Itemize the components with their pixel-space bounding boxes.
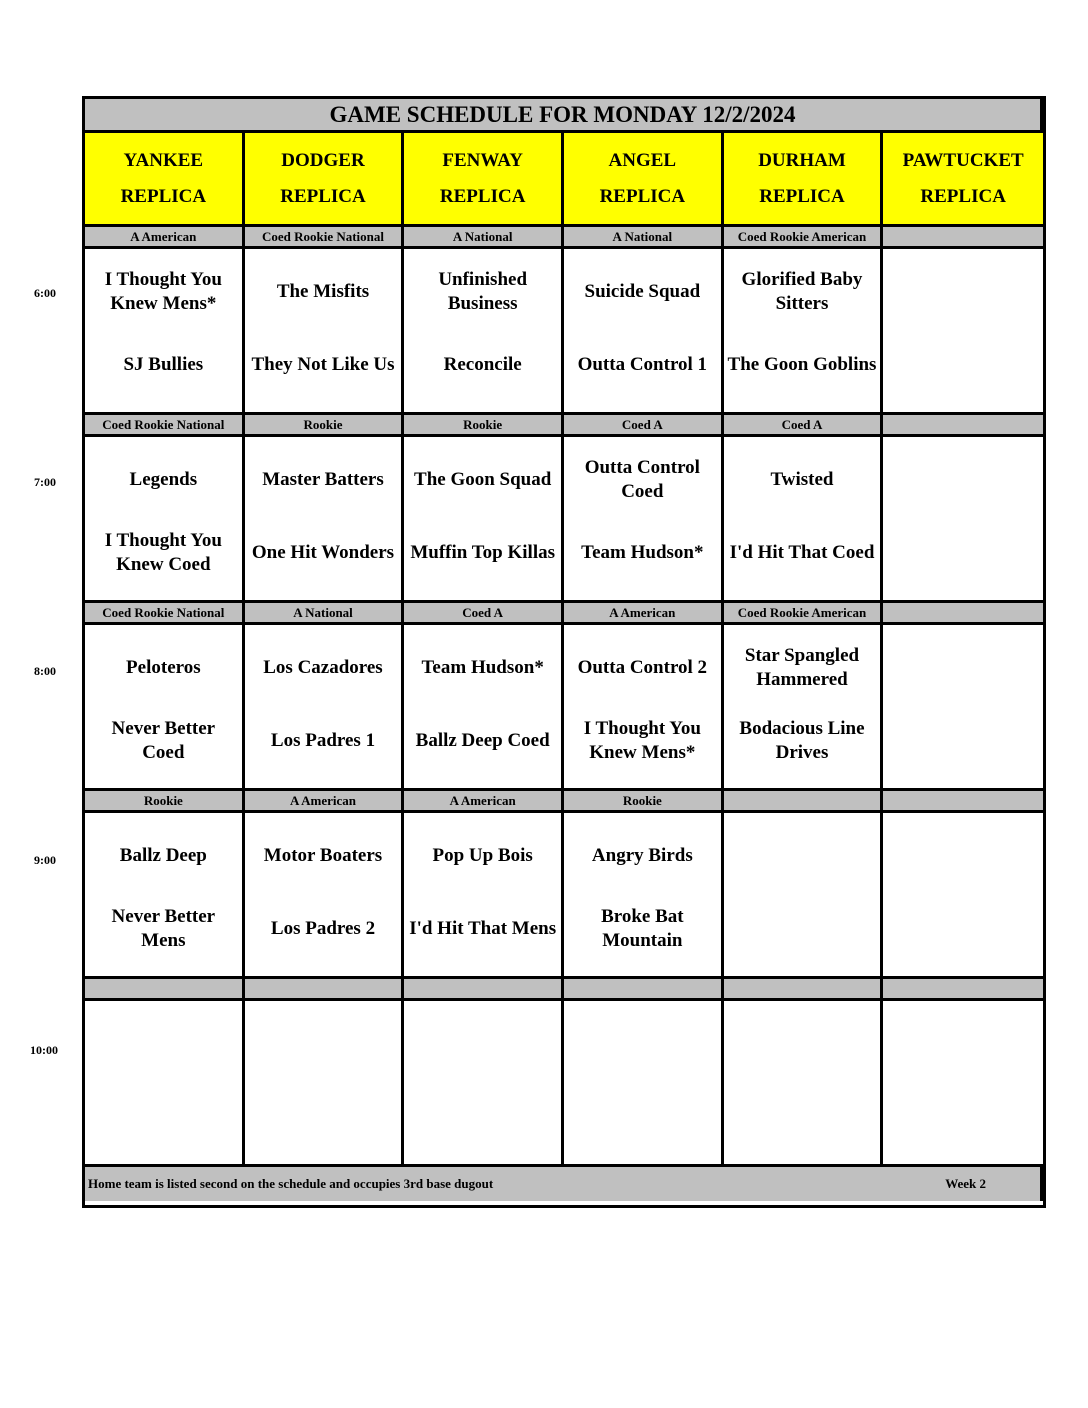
- away-team: Outta Control Coed: [584, 456, 700, 502]
- division-label: [404, 979, 564, 1001]
- field-name: ANGEL: [608, 149, 677, 171]
- week-label: Week 2: [945, 1176, 986, 1191]
- game-slot: [564, 249, 724, 415]
- division-label: Rookie: [85, 791, 245, 813]
- schedule-table: [82, 96, 1046, 1208]
- game-slot: [85, 249, 245, 415]
- home-team: Never Better Coed: [111, 718, 216, 764]
- home-team: Muffin Top Killas: [410, 542, 555, 564]
- game-slot: [245, 249, 405, 415]
- footer-bar: [85, 1167, 1043, 1201]
- division-label: Coed A: [564, 415, 724, 437]
- division-label: A National: [404, 227, 564, 249]
- home-team: One Hit Wonders: [251, 542, 395, 564]
- home-team: Ballz Deep Coed: [415, 730, 550, 752]
- field-name: PAWTUCKET: [902, 149, 1024, 171]
- game-slot: [883, 249, 1043, 415]
- home-team: Broke Bat Mountain: [601, 906, 684, 952]
- field-name: FENWAY: [442, 149, 523, 171]
- division-label: A American: [85, 227, 245, 249]
- division-label: A National: [245, 603, 405, 625]
- home-team: Reconcile: [443, 354, 522, 376]
- away-team: Angry Birds: [591, 844, 693, 866]
- time-label: 8:00: [34, 664, 56, 678]
- field-header-fenway: [404, 133, 564, 227]
- field-subtitle: REPLICA: [280, 185, 366, 207]
- division-label: [883, 979, 1043, 1001]
- game-slot: [883, 1001, 1043, 1167]
- field-subtitle: REPLICA: [120, 185, 207, 207]
- home-team: SJ Bullies: [123, 354, 204, 376]
- division-label: [724, 979, 884, 1001]
- field-header-yankee: [85, 133, 245, 227]
- game-slot: [724, 813, 884, 979]
- division-label: [724, 791, 884, 813]
- division-label: A American: [404, 791, 564, 813]
- division-label: Coed Rookie National: [85, 603, 245, 625]
- division-label: [883, 603, 1043, 625]
- away-team: The Misfits: [276, 280, 370, 302]
- game-slot: [564, 437, 724, 603]
- field-subtitle: REPLICA: [599, 185, 686, 207]
- game-slot: [404, 437, 564, 603]
- division-label: Coed Rookie American: [724, 227, 884, 249]
- game-slot: [404, 1001, 564, 1167]
- game-slot: [245, 1001, 405, 1167]
- away-team: Master Batters: [262, 468, 384, 490]
- game-slot: [245, 625, 405, 791]
- home-team: I Thought You Knew Coed: [104, 530, 222, 576]
- division-label: Rookie: [564, 791, 724, 813]
- home-team: I'd Hit That Mens: [409, 918, 557, 940]
- field-header-pawtucket: [883, 133, 1043, 227]
- division-label: Rookie: [245, 415, 405, 437]
- game-slot: [85, 1001, 245, 1167]
- field-name: YANKEE: [123, 149, 204, 171]
- time-label: 6:00: [34, 286, 56, 300]
- home-team: Team Hudson*: [581, 542, 704, 564]
- game-slot: [404, 249, 564, 415]
- schedule-title: GAME SCHEDULE FOR MONDAY 12/2/2024: [85, 99, 1043, 133]
- away-team: Team Hudson*: [421, 656, 544, 678]
- division-label: [883, 415, 1043, 437]
- division-label: Coed Rookie American: [724, 603, 884, 625]
- division-label: Coed Rookie National: [245, 227, 405, 249]
- footer-note: Home team is listed second on the schedule and occupies 3rd base dugout: [88, 1176, 494, 1191]
- home-team: Los Padres 2: [270, 918, 376, 940]
- time-label: 9:00: [34, 853, 56, 867]
- away-team: Motor Boaters: [263, 844, 383, 866]
- game-slot: [883, 437, 1043, 603]
- game-slot: [85, 437, 245, 603]
- game-slot: [564, 1001, 724, 1167]
- game-slot: [724, 249, 884, 415]
- away-team: Legends: [129, 468, 198, 490]
- game-slot: [85, 625, 245, 791]
- home-team: Los Padres 1: [270, 730, 376, 752]
- game-slot: [245, 437, 405, 603]
- time-label: 7:00: [34, 475, 56, 489]
- home-team: Outta Control 1: [577, 354, 708, 376]
- division-label: Coed Rookie National: [85, 415, 245, 437]
- game-slot: [724, 437, 884, 603]
- away-team: Twisted: [770, 468, 834, 490]
- away-team: The Goon Squad: [414, 468, 552, 490]
- home-team: The Goon Goblins: [727, 354, 877, 376]
- game-slot: [724, 1001, 884, 1167]
- away-team: Ballz Deep: [119, 844, 207, 866]
- field-subtitle: REPLICA: [920, 185, 1006, 207]
- away-team: Glorified Baby Sitters: [741, 268, 863, 314]
- division-label: Coed A: [404, 603, 564, 625]
- home-team: I Thought You Knew Mens*: [583, 718, 701, 764]
- division-label: A National: [564, 227, 724, 249]
- field-header-durham: [724, 133, 884, 227]
- away-team: Outta Control 2: [577, 656, 708, 678]
- division-label: [883, 791, 1043, 813]
- game-slot: [404, 813, 564, 979]
- away-team: Los Cazadores: [263, 656, 383, 678]
- division-label: Rookie: [404, 415, 564, 437]
- field-header-angel: [564, 133, 724, 227]
- division-label: A American: [245, 791, 405, 813]
- division-label: A American: [564, 603, 724, 625]
- away-team: Pop Up Bois: [432, 844, 533, 866]
- division-label: [245, 979, 405, 1001]
- away-team: Star Spangled Hammered: [744, 644, 860, 690]
- division-label: [85, 979, 245, 1001]
- game-slot: [564, 813, 724, 979]
- time-label: 10:00: [30, 1043, 58, 1057]
- game-slot: [564, 625, 724, 791]
- away-team: Suicide Squad: [584, 280, 701, 302]
- field-name: DODGER: [281, 149, 365, 171]
- field-subtitle: REPLICA: [439, 185, 526, 207]
- game-slot: [883, 813, 1043, 979]
- away-team: I Thought You Knew Mens*: [104, 268, 222, 314]
- home-team: Bodacious Line Drives: [739, 718, 865, 764]
- division-label: Coed A: [724, 415, 884, 437]
- home-team: They Not Like Us: [251, 354, 395, 376]
- game-slot: [245, 813, 405, 979]
- home-team: Never Better Mens: [111, 906, 216, 952]
- field-header-dodger: [245, 133, 405, 227]
- game-slot: [404, 625, 564, 791]
- game-slot: [883, 625, 1043, 791]
- division-label: [564, 979, 724, 1001]
- away-team: Unfinished Business: [438, 268, 528, 314]
- field-subtitle: REPLICA: [759, 185, 845, 207]
- field-name: DURHAM: [758, 149, 846, 171]
- game-slot: [724, 625, 884, 791]
- away-team: Peloteros: [126, 656, 201, 678]
- division-label: [883, 227, 1043, 249]
- game-slot: [85, 813, 245, 979]
- home-team: I'd Hit That Coed: [729, 542, 875, 564]
